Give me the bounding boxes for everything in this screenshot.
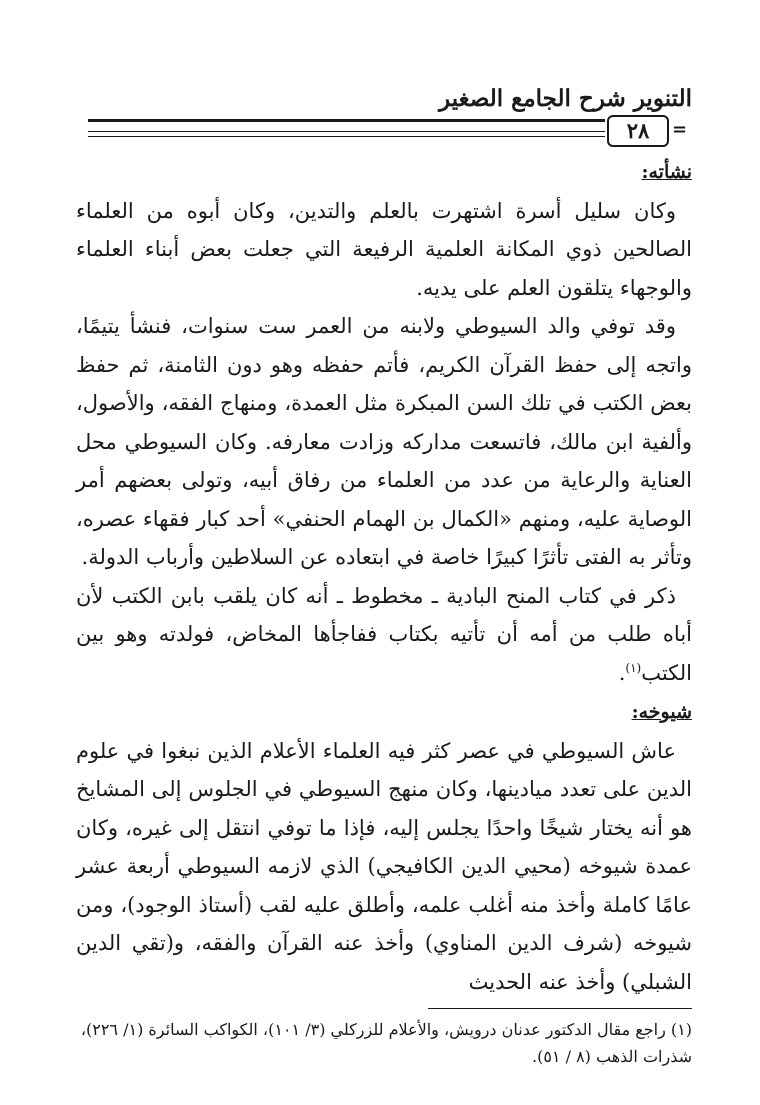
header-rule-thick bbox=[88, 119, 605, 122]
footnote-separator bbox=[428, 1008, 692, 1009]
header-rule-thin bbox=[88, 131, 605, 132]
section-heading-teachers: شيوخه: bbox=[631, 701, 692, 723]
footnote-line: شذرات الذهب (٨ / ٥١). bbox=[532, 1047, 692, 1066]
paragraph: عاش السيوطي في عصر كثر فيه العلماء الأعلام الذين نبغوا في علوم الدين على تعدد ميادينها، وكان منهج السيوطي في الجلوس إلى المشايخ هو أنه يختار شيخًا واحدًا يجلس إليه، فإذا ما توفي انتقل إلى غيره، وكان عمدة شيوخه (محيي الدين الكافيجي) الذي لازمه السيوطي أربعة عشر عامًا كاملة وأخذ منه أغلب علمه، وأطلق عليه لقب (أستاذ الوجود)، ومن شيوخه (شرف الدين المناوي) وأخذ عنه القرآن والفقه، و(تقي الدين الشبلي) وأخذ عنه الحديث bbox=[76, 738, 692, 994]
running-title: التنوير شرح الجامع الصغير bbox=[439, 85, 692, 112]
header-rule-thin-lower bbox=[88, 136, 605, 137]
body-text bbox=[76, 152, 692, 1001]
page-number-mark: = bbox=[672, 119, 688, 140]
paragraph: وكان سليل أسرة اشتهرت بالعلم والتدين، وكان أبوه من العلماء الصالحين ذوي المكانة العلمية الرفيعة التي جعلت بعض أبناء العلماء والوجهاء يتلقون العلم على يديه. bbox=[76, 198, 692, 300]
page-number: ٢٨ bbox=[607, 115, 669, 147]
paragraph: وقد توفي والد السيوطي ولابنه من العمر ست سنوات، فنشأ يتيمًا، واتجه إلى حفظ القرآن الكريم، فأتم حفظه وهو دون الثامنة، ثم حفظ بعض الكتب في تلك السن المبكرة مثل العمدة، ومنهاج الفقه، والأصول، وألفية ابن مالك، فاتسعت مداركه وزادت معارفه. وكان السيوطي محل العناية والرعاية من عدد من العلماء من رفاق أبيه، وتولى بعضهم أمر الوصاية عليه، ومنهم «الكمال بن الهمام الحنفي» أحد كبار فقهاء عصره، وتأثر به الفتى تأثرًا كبيرًا خاصة في ابتعاده عن السلاطين وأرباب الدولة. bbox=[76, 314, 692, 569]
footnote-reference: (١) bbox=[625, 660, 642, 675]
paragraph-end: . bbox=[618, 660, 626, 685]
paragraph-text: ذكر في كتاب المنح البادية ـ مخطوط ـ أنه كان يلقب بابن الكتب لأن أباه طلب من أمه أن تأتيه بكتاب ففاجأها المخاض، فولدته وهو بين الكتب bbox=[76, 583, 692, 685]
section-heading-upbringing: نشأته: bbox=[641, 161, 692, 183]
footnote bbox=[70, 1016, 692, 1070]
paragraph bbox=[76, 577, 692, 693]
footnote-line: (١) راجع مقال الدكتور عدنان درويش، والأعلام للزركلي (٣/ ١٠١)، الكواكب السائرة (١/ ٢٢٦)، bbox=[80, 1020, 692, 1039]
